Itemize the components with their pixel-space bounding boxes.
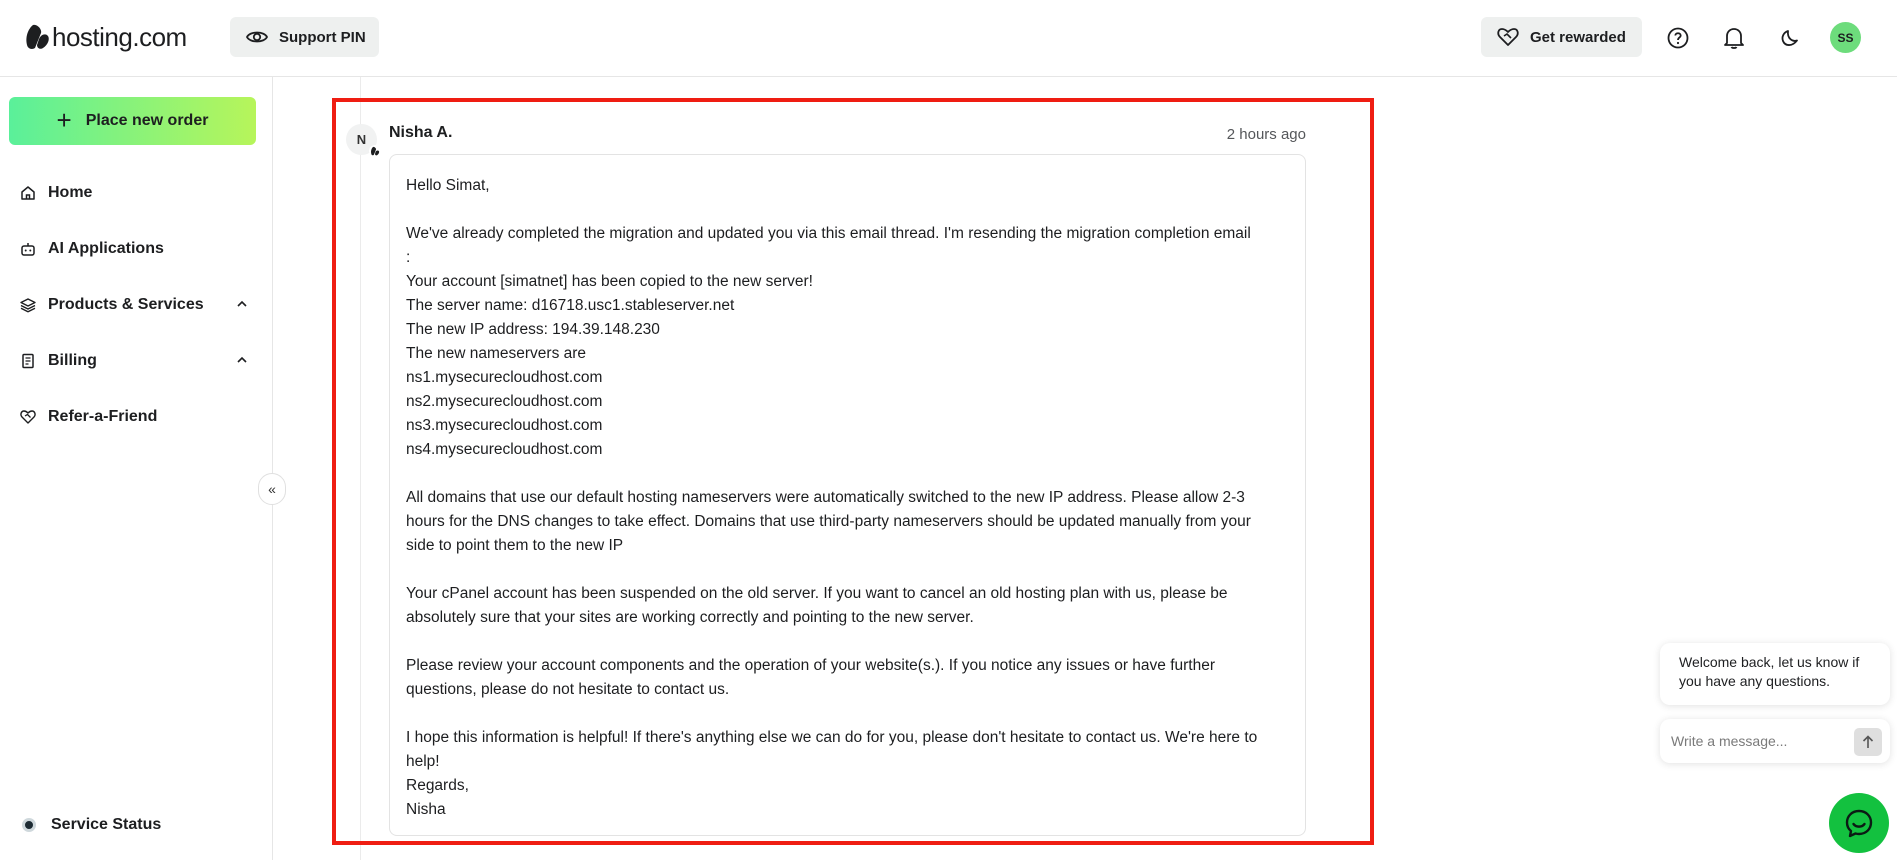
get-rewarded-label: Get rewarded (1530, 28, 1626, 46)
message-line: side to point them to the new IP (406, 537, 624, 554)
message-line: absolutely sure that your sites are working correctly and pointing to the new server. (406, 609, 974, 626)
layers-icon (20, 297, 36, 313)
message-line: The new IP address: 194.39.148.230 (406, 321, 660, 338)
plus-icon: + (56, 104, 72, 135)
chevron-up-icon (236, 298, 248, 310)
sidebar (0, 77, 273, 860)
message-line: Your cPanel account has been suspended on the old server. If you want to cancel an old hosting plan with us, please be (406, 585, 1228, 602)
place-new-order-label: Place new order (85, 112, 209, 129)
arrow-up-icon (1862, 735, 1874, 749)
blank-line (406, 198, 1289, 222)
sidebar-item-label: Products & Services (48, 296, 204, 313)
service-status-link[interactable] (22, 816, 161, 834)
message-timestamp: 2 hours ago (1226, 126, 1306, 143)
get-rewarded-button[interactable] (1481, 17, 1642, 57)
logo-badge-icon (369, 145, 381, 157)
sidebar-item-ai-applications[interactable] (20, 234, 248, 264)
robot-icon (20, 241, 36, 257)
message-line: The new nameservers are (406, 345, 587, 362)
help-icon[interactable] (1664, 24, 1692, 52)
chat-message-input[interactable] (1660, 719, 1890, 763)
message-line: help! (406, 753, 440, 770)
moon-icon[interactable] (1776, 24, 1804, 52)
sidebar-item-label: Home (48, 184, 93, 201)
logo-text: hosting.com (52, 21, 187, 52)
message-line: Regards, (406, 777, 469, 794)
chevron-up-icon (236, 354, 248, 366)
message-line: We've already completed the migration and updated you via this email thread. I'm resending the migration completion email (406, 225, 1251, 242)
message-line: ns3.mysecurecloudhost.com (406, 417, 603, 434)
message-line: All domains that use our default hosting nameservers were automatically switched to the new IP address. Please allow 2-3 (406, 489, 1245, 506)
status-dot-icon (22, 818, 36, 832)
top-header (0, 0, 1897, 77)
message-line: ns2.mysecurecloudhost.com (406, 393, 603, 410)
sidebar-item-home[interactable] (20, 178, 248, 208)
message-body (389, 154, 1306, 836)
sidebar-item-label: Billing (48, 352, 97, 369)
support-pin-button[interactable] (230, 17, 379, 57)
hosting-logo[interactable] (24, 22, 187, 52)
eye-icon (246, 29, 268, 45)
blank-line (406, 558, 1289, 582)
message-line: I hope this information is helpful! If there's anything else we can do for you, please don't hesitate to contact us. We're here to (406, 729, 1258, 746)
service-status-label: Service Status (51, 816, 162, 833)
send-button[interactable] (1854, 728, 1882, 756)
place-new-order-button[interactable] (9, 97, 256, 145)
user-avatar[interactable]: SS (1830, 22, 1861, 53)
collapse-sidebar-button[interactable]: « (258, 473, 286, 505)
message-line: ns4.mysecurecloudhost.com (406, 441, 603, 458)
sidebar-item-label: Refer-a-Friend (48, 408, 158, 425)
message-line: Nisha (406, 801, 446, 818)
blank-line (406, 702, 1289, 726)
chat-welcome-bubble: Welcome back, let us know if you have any questions. (1660, 643, 1890, 705)
receipt-icon (20, 353, 36, 369)
chat-launcher-button[interactable] (1829, 793, 1889, 853)
logo-mark-icon (24, 23, 50, 51)
heart-hand-icon (20, 409, 36, 425)
heart-handshake-icon (1497, 27, 1519, 47)
message-line: hours for the DNS changes to take effect. Domains that use third-party nameservers should be updated manually from your (406, 513, 1251, 530)
message-line: ns1.mysecurecloudhost.com (406, 369, 603, 386)
bell-icon[interactable] (1720, 24, 1748, 52)
message-line: : (406, 249, 411, 266)
message-line: Please review your account components and the operation of your website(s.). If you notice any issues or have further (406, 657, 1216, 674)
support-pin-label: Support PIN (279, 28, 366, 46)
sidebar-item-label: AI Applications (48, 240, 164, 257)
blank-line (406, 462, 1289, 486)
message-line: The server name: d16718.usc1.stableserver.net (406, 297, 735, 314)
sidebar-item-refer-a-friend[interactable] (20, 402, 248, 432)
message-line: questions, please do not hesitate to contact us. (406, 681, 730, 698)
message-line: Hello Simat, (406, 177, 490, 194)
message-line: Your account [simatnet] has been copied to the new server! (406, 273, 813, 290)
sidebar-item-products-services[interactable] (20, 290, 248, 320)
home-icon (20, 185, 36, 201)
chat-input-placeholder: Write a message... (1671, 733, 1788, 749)
sidebar-item-billing[interactable] (20, 346, 248, 376)
chat-bubble-icon (1843, 807, 1875, 839)
message-author: Nisha A. (389, 124, 453, 141)
message-avatar: N (346, 124, 377, 155)
blank-line (406, 630, 1289, 654)
